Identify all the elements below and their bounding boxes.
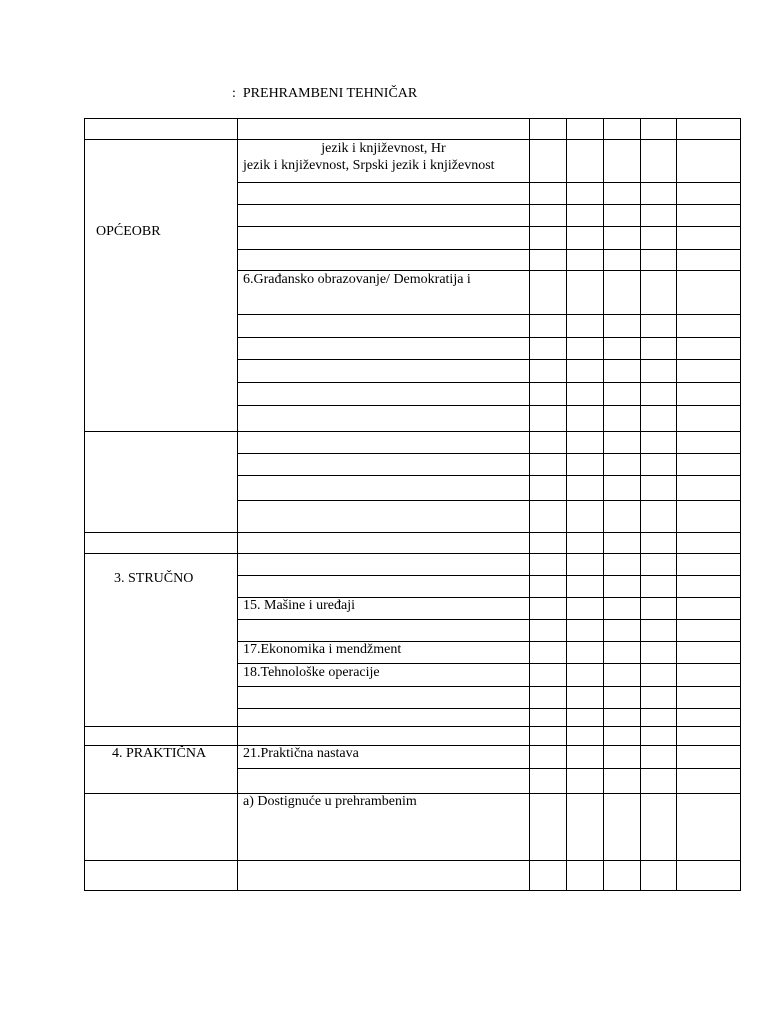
table-border-col6: [676, 118, 677, 890]
row-line: [237, 337, 741, 338]
table-border-right: [740, 118, 741, 890]
subject-achievement: a) Dostignuće u prehrambenim: [243, 794, 417, 809]
row-line: [237, 382, 741, 383]
subject-economics: 17.Ekonomika i mendžment: [243, 642, 402, 657]
page-title: [232, 86, 417, 102]
subject-practice: 21.Praktična nastava: [243, 746, 359, 761]
row-line: [237, 453, 741, 454]
row-line: [237, 226, 741, 227]
row-line: [84, 553, 741, 554]
row-line: [237, 575, 741, 576]
title-text: PREHRAMBENI TEHNIČAR: [242, 86, 418, 101]
table-border-col4: [603, 118, 604, 890]
title-prefix: :: [232, 86, 236, 101]
subject-tech-ops: 18.Tehnološke operacije: [243, 665, 380, 680]
row-line: [237, 475, 741, 476]
subject-civic: 6.Građansko obrazovanje/ Demokratija i: [243, 272, 471, 287]
group-practical: 4. PRAKTIČNA: [112, 746, 207, 761]
row-line: [84, 431, 741, 432]
table-border-col3: [566, 118, 567, 890]
row-line: [84, 860, 741, 861]
row-line: [237, 182, 741, 183]
table-border-col5: [640, 118, 641, 890]
row-line: [84, 726, 741, 727]
group-general: OPĆEOBR: [96, 224, 161, 239]
row-line: [237, 204, 741, 205]
row-line: [237, 708, 741, 709]
row-line: [84, 118, 741, 119]
row-line: [237, 619, 741, 620]
row-line: [237, 686, 741, 687]
group-professional: 3. STRUČNO: [114, 571, 194, 586]
subject-machines: 15. Mašine i uređaji: [243, 598, 355, 613]
row-line: [84, 532, 741, 533]
row-line: [237, 249, 741, 250]
row-line: [84, 890, 741, 891]
subject-language-line2: jezik i književnost, Srpski jezik i književnost: [243, 158, 495, 173]
table-border-col1: [237, 118, 238, 890]
row-line: [237, 500, 741, 501]
row-line: [237, 405, 741, 406]
row-line: [237, 359, 741, 360]
table-border-col2: [529, 118, 530, 890]
subject-language-line1: jezik i književnost, Hr: [321, 141, 446, 156]
row-line: [237, 768, 741, 769]
table-border-left: [84, 118, 85, 890]
row-line: [237, 314, 741, 315]
